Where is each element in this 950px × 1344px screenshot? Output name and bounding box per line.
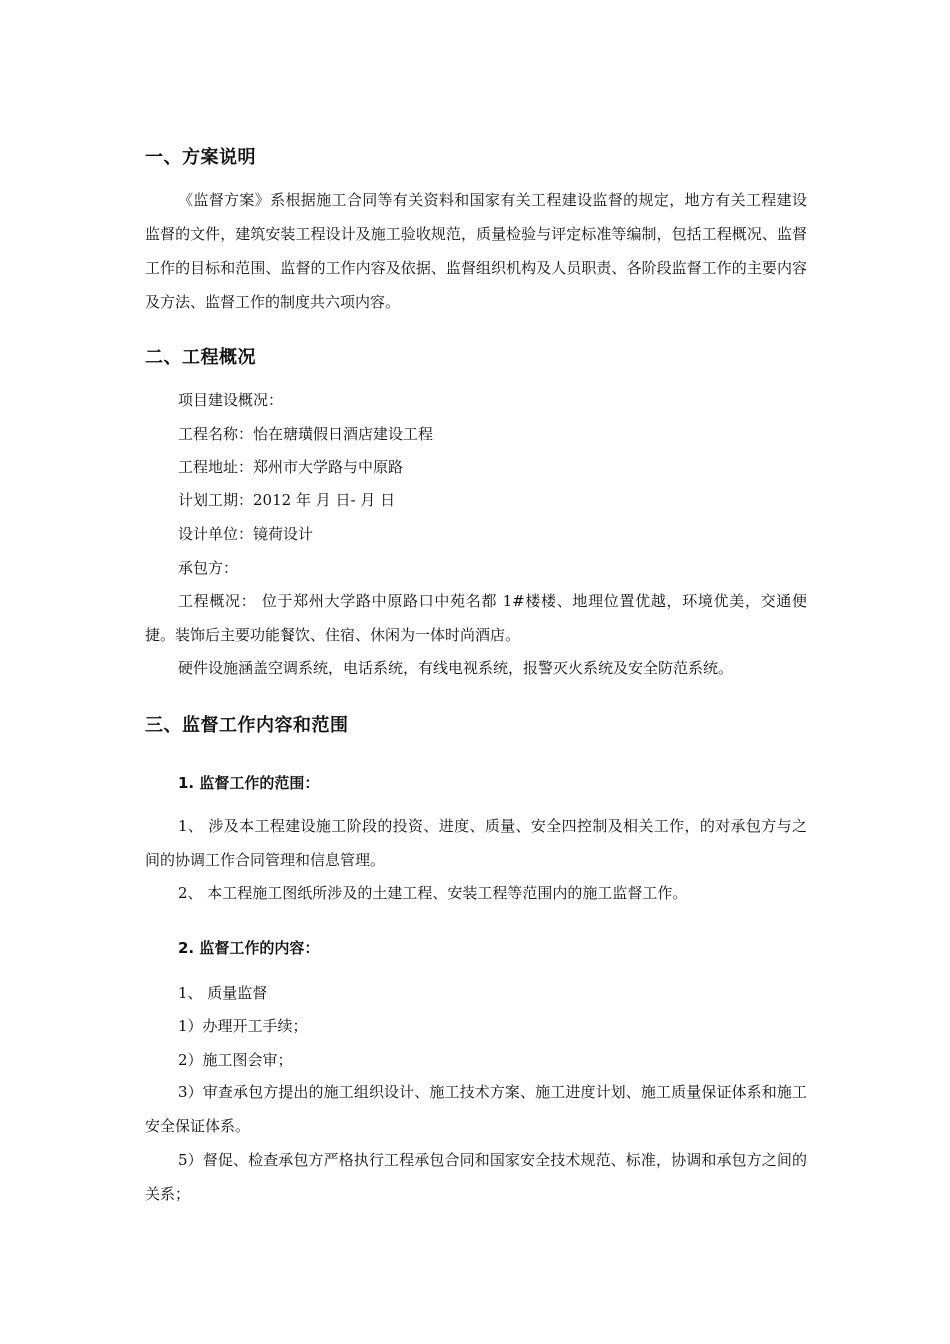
project-facilities: 硬件设施涵盖空调系统，电话系统，有线电视系统，报警灭火系统及安全防范系统。 <box>178 659 734 677</box>
content-item-quality: 1、 质量监督 <box>178 984 268 1002</box>
contractor: 承包方： <box>178 559 239 577</box>
section-heading-overview: 二、工程概况 <box>145 347 256 368</box>
section-heading-plan: 一、方案说明 <box>145 147 256 168</box>
subheading-content: 2. 监督工作的内容： <box>178 939 320 957</box>
design-unit: 设计单位：镜荷设计 <box>178 525 314 543</box>
project-address: 工程地址：郑州市大学路与中原路 <box>178 458 404 476</box>
project-period: 计划工期：2012 年 月 日- 月 日 <box>178 491 396 509</box>
content-item-1: 1）办理开工手续； <box>178 1017 308 1035</box>
scope-item-1: 1、 涉及本工程建设施工阶段的投资、进度、质量、安全四控制及相关工作，的对承包方与之间的协调工作合同管理和信息管理。 <box>145 817 807 869</box>
project-overview: 工程概况： 位于郑州大学路中原路口中苑名都 1#楼楼、地理位置优越，环境优美，交通便捷。装饰后主要功能餐饮、住宿、休闲为一体时尚酒店。 <box>145 592 807 644</box>
content-item-3: 3）审查承包方提出的施工组织设计、施工技术方案、施工进度计划、施工质量保证体系和施工安全保证体系。 <box>145 1083 807 1135</box>
plan-description: 《监督方案》系根据施工合同等有关资料和国家有关工程建设监督的规定，地方有关工程建设监督的文件，建筑安装工程设计及施工验收规范，质量检验与评定标准等编制，包括工程概况、监督工作的目标和范围、监督的工作内容及依据、监督组织机构及人员职责、各阶段监督工作的主要内容及方法、监督工作的制度共六项内容。 <box>145 191 807 311</box>
subheading-scope: 1. 监督工作的范围： <box>178 774 320 792</box>
project-intro: 项目建设概况： <box>178 391 284 409</box>
section-heading-scope: 三、监督工作内容和范围 <box>145 715 349 736</box>
content-item-5: 5）督促、检查承包方严格执行工程承包合同和国家安全技术规范、标准，协调和承包方之间的关系； <box>145 1151 807 1203</box>
scope-item-2: 2、 本工程施工图纸所涉及的土建工程、安装工程等范围内的施工监督工作。 <box>178 884 688 902</box>
content-item-2: 2）施工图会审； <box>178 1051 293 1069</box>
project-name: 工程名称：怡在瑭璜假日酒店建设工程 <box>178 425 434 443</box>
